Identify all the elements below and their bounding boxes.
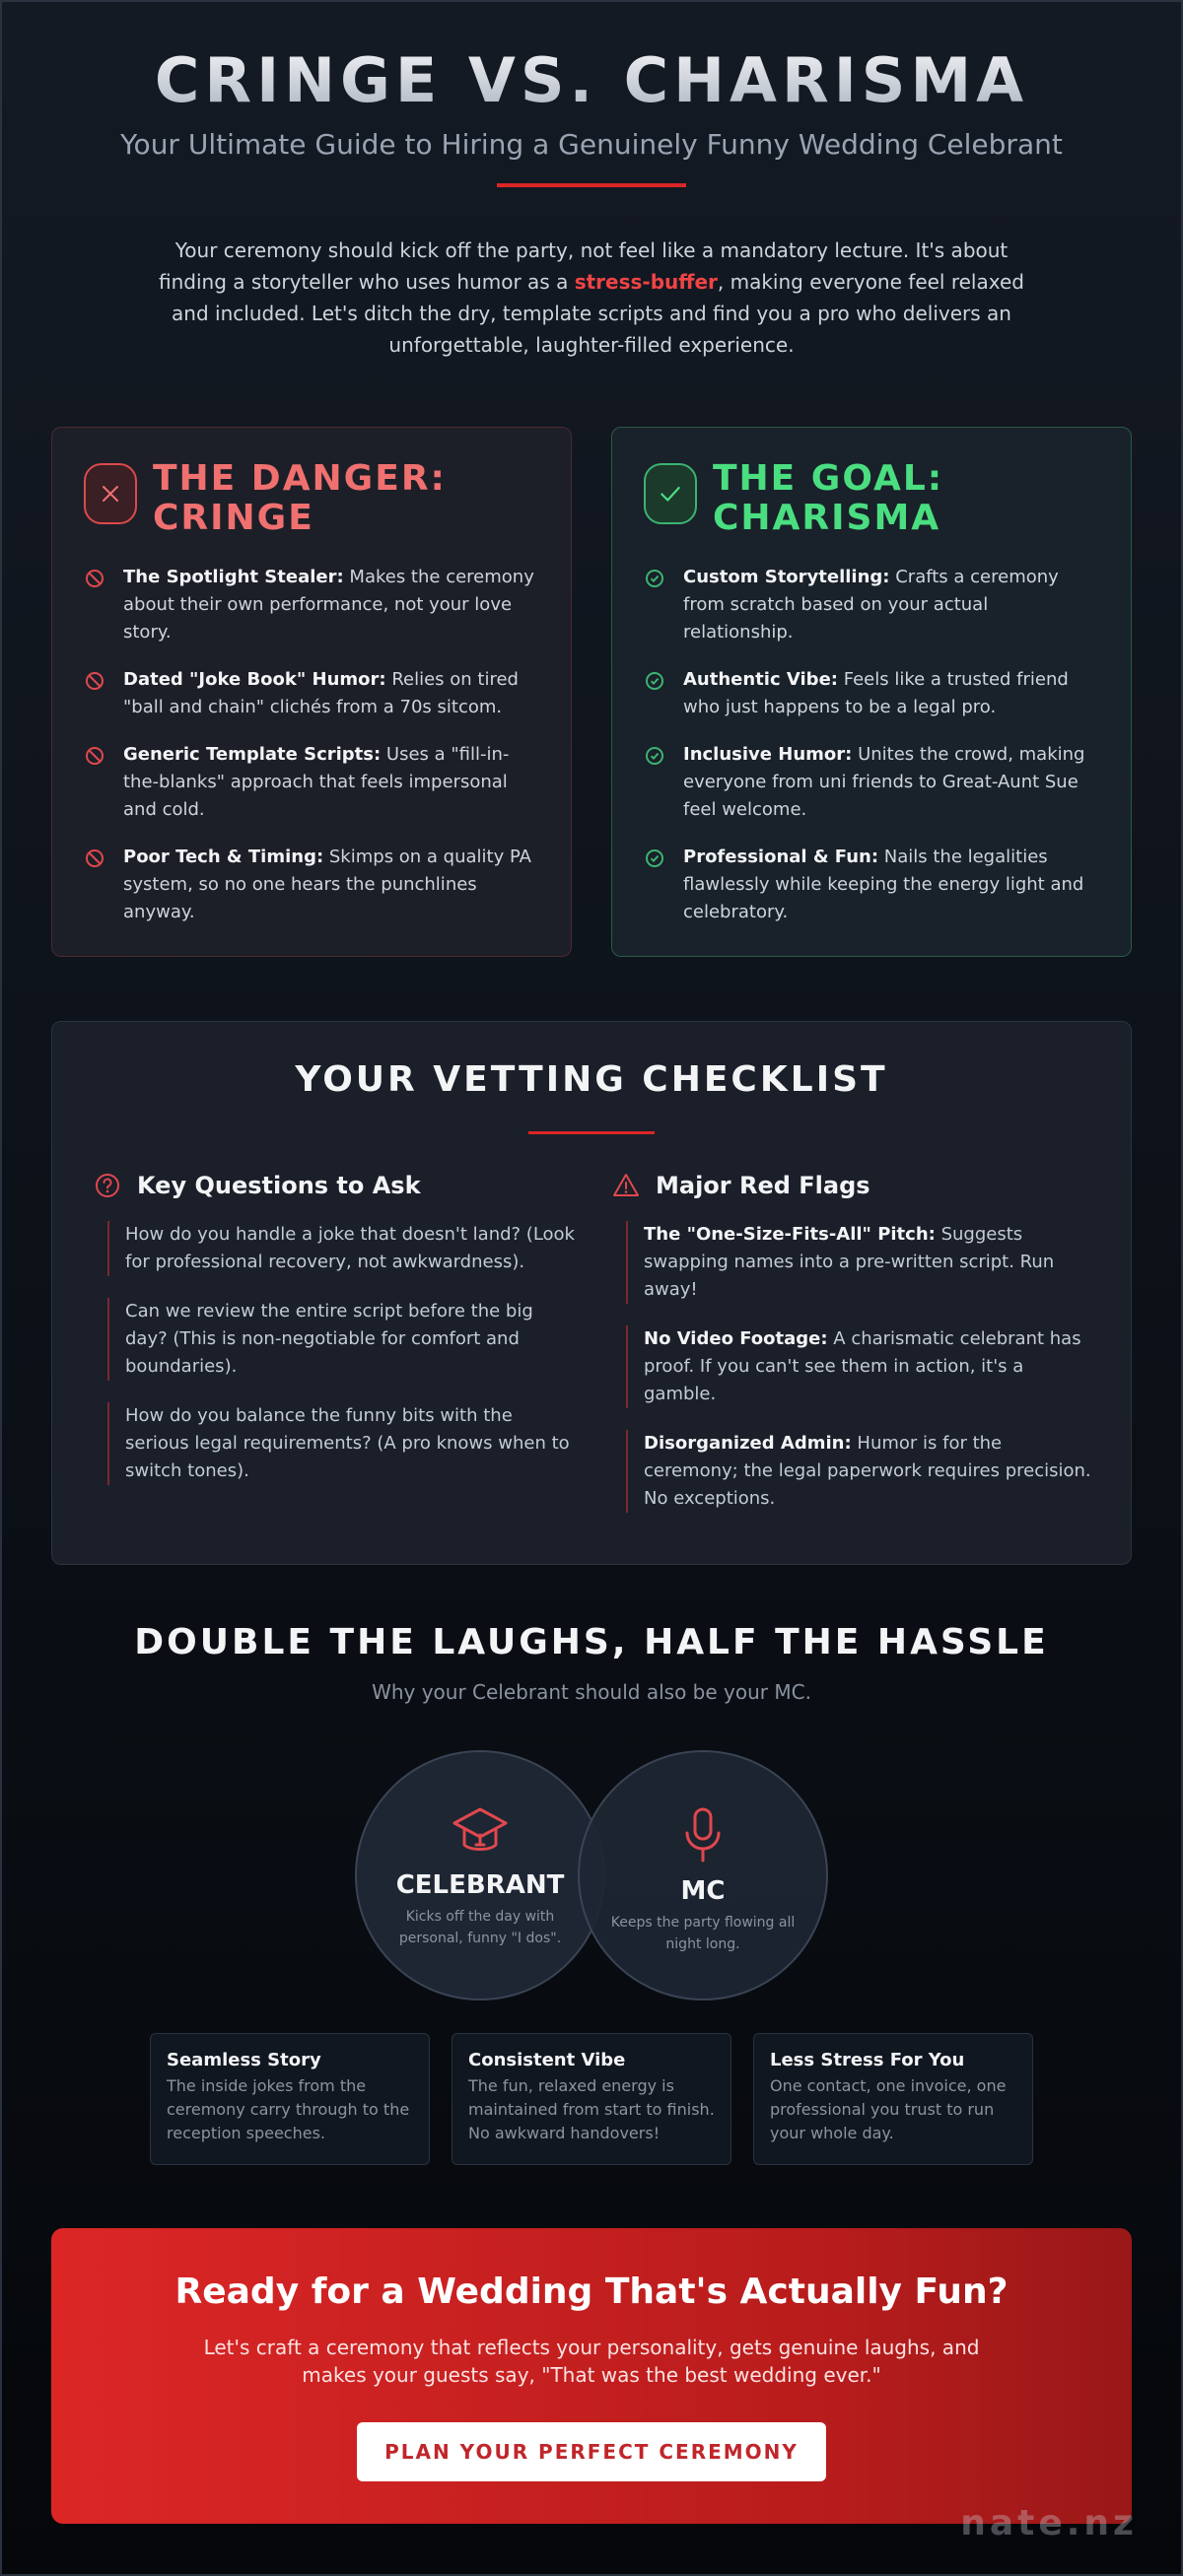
feature-card	[150, 2033, 430, 2165]
item-text: Skimps on a quality PA system, so no one hears the punchlines anyway.	[123, 847, 531, 922]
vetting-checklist	[51, 1021, 1132, 1565]
checklist-title: YOUR VETTING CHECKLIST	[295, 1059, 888, 1100]
question-item: How do you handle a joke that doesn't land? (Look for professional recovery, not awkwardness).	[107, 1221, 577, 1276]
red-flag-item	[626, 1430, 1095, 1513]
checklist-divider	[528, 1131, 655, 1134]
plan-ceremony-button[interactable]: PLAN YOUR PERFECT CEREMONY	[357, 2422, 826, 2481]
celebrant-circle	[355, 1750, 605, 2000]
flag-label: The "One-Size-Fits-All" Pitch:	[644, 1224, 936, 1245]
item-text: Unites the crowd, making everyone from uni friends to Great-Aunt Sue feel welcome.	[683, 744, 1085, 820]
questions-column	[94, 1172, 577, 1485]
item-label: Dated "Joke Book" Humor:	[123, 669, 386, 690]
question-item: How do you balance the funny bits with the serious legal requirements? (A pro knows when to switch tones).	[107, 1402, 577, 1485]
goal-item	[644, 844, 1099, 926]
item-text: Uses a "fill-in-the-blanks" approach that feels impersonal and cold.	[123, 744, 510, 820]
flag-text: Humor is for the ceremony; the legal paperwork requires precision. No exceptions.	[644, 1433, 1091, 1509]
flag-text: Suggests swapping names into a pre-written script. Run away!	[644, 1224, 1055, 1300]
celebrant-desc: Kicks off the day with personal, funny "I dos".	[398, 1909, 562, 1946]
x-circle-icon	[84, 463, 137, 524]
graduation-cap-icon	[451, 1805, 510, 1859]
danger-item	[84, 741, 539, 824]
question-item: Can we review the entire script before the big day? (This is non-negotiable for comfort and boundaries).	[107, 1298, 577, 1381]
feature-desc: The fun, relaxed energy is maintained from start to finish. No awkward handovers!	[468, 2076, 715, 2142]
hero	[0, 43, 1183, 187]
flag-text: A charismatic celebrant has proof. If you can't see them in action, it's a gamble.	[644, 1328, 1081, 1404]
check-circle-icon	[644, 463, 697, 524]
feature-title: Seamless Story	[167, 2050, 321, 2070]
double-section-header	[0, 1622, 1183, 1704]
item-label: Custom Storytelling:	[683, 567, 890, 587]
title-divider	[497, 183, 686, 187]
item-label: Professional & Fun:	[683, 847, 879, 867]
item-text: Feels like a trusted friend who just happens to be a legal pro.	[683, 669, 1069, 717]
cta-text: Let's craft a ceremony that reflects your personality, gets genuine laughs, and makes your guests say, "That was the best wedding ever."	[203, 2336, 980, 2387]
item-text: Nails the legalities flawlessly while keeping the energy light and celebratory.	[683, 847, 1084, 922]
mc-circle	[578, 1750, 828, 2000]
intro-text-end: , making everyone feel relaxed and included. Let's ditch the dry, template scripts and find you a pro who delivers an unforgettable, laughter-filled experience.	[172, 270, 1024, 357]
mc-desc: Keeps the party flowing all night long.	[610, 1915, 796, 1952]
microphone-icon	[673, 1805, 732, 1864]
feature-desc: One contact, one invoice, one professional you trust to run your whole day.	[770, 2076, 1007, 2142]
check-icon	[644, 847, 665, 869]
feature-title: Consistent Vibe	[468, 2050, 626, 2070]
flag-label: No Video Footage:	[644, 1328, 828, 1349]
questions-heading: Key Questions to Ask	[137, 1172, 421, 1199]
warning-triangle-icon	[612, 1172, 640, 1199]
double-subtitle: Why your Celebrant should also be your MC.	[372, 1680, 811, 1704]
watermark: nate.nz	[960, 2503, 1138, 2543]
page-title: CRINGE VS. CHARISMA	[0, 43, 1183, 118]
intro-highlight: stress-buffer	[574, 270, 718, 294]
goal-item	[644, 666, 1099, 721]
cta-title: Ready for a Wedding That's Actually Fun?	[174, 2271, 1009, 2312]
danger-item	[84, 844, 539, 926]
cta-banner	[51, 2228, 1132, 2524]
red-flags-heading: Major Red Flags	[656, 1172, 870, 1199]
item-text: Makes the ceremony about their own performance, not your love story.	[123, 567, 534, 643]
intro-paragraph	[148, 235, 1035, 361]
goal-item	[644, 564, 1099, 646]
check-icon	[644, 670, 665, 692]
check-icon	[644, 745, 665, 767]
item-label: Poor Tech & Timing:	[123, 847, 324, 867]
ban-icon	[84, 568, 105, 589]
danger-card	[51, 427, 572, 957]
danger-item	[84, 564, 539, 646]
feature-desc: The inside jokes from the ceremony carry through to the reception speeches.	[167, 2076, 410, 2142]
feature-card	[452, 2033, 731, 2165]
feature-card	[753, 2033, 1033, 2165]
goal-list	[644, 564, 1099, 926]
ban-icon	[84, 670, 105, 692]
page-subtitle: Your Ultimate Guide to Hiring a Genuinely Funny Wedding Celebrant	[120, 128, 1063, 161]
danger-list	[84, 564, 539, 926]
item-label: Inclusive Humor:	[683, 744, 853, 765]
flag-label: Disorganized Admin:	[644, 1433, 852, 1454]
item-text: Relies on tired "ball and chain" clichés from a 70s sitcom.	[123, 669, 519, 717]
item-text: Crafts a ceremony from scratch based on your actual relationship.	[683, 567, 1059, 643]
red-flag-item	[626, 1221, 1095, 1304]
goal-title: THE GOAL: CHARISMA	[713, 458, 944, 538]
item-label: Generic Template Scripts:	[123, 744, 382, 765]
feature-title: Less Stress For You	[770, 2050, 965, 2070]
check-icon	[644, 568, 665, 589]
goal-item	[644, 741, 1099, 824]
celebrant-label: CELEBRANT	[395, 1870, 565, 1900]
item-label: The Spotlight Stealer:	[123, 567, 344, 587]
intro-text-start: Your ceremony should kick off the party, not feel like a mandatory lecture. It's about finding a storyteller who uses humor as a	[159, 238, 1009, 294]
red-flag-item	[626, 1325, 1095, 1408]
question-circle-icon	[94, 1172, 121, 1199]
danger-item	[84, 666, 539, 721]
danger-title: THE DANGER: CRINGE	[153, 458, 447, 538]
ban-icon	[84, 847, 105, 869]
ban-icon	[84, 745, 105, 767]
goal-card	[611, 427, 1132, 957]
red-flags-column	[612, 1172, 1095, 1513]
double-title: DOUBLE THE LAUGHS, HALF THE HASSLE	[134, 1622, 1049, 1662]
item-label: Authentic Vibe:	[683, 669, 838, 690]
mc-label: MC	[680, 1876, 726, 1906]
